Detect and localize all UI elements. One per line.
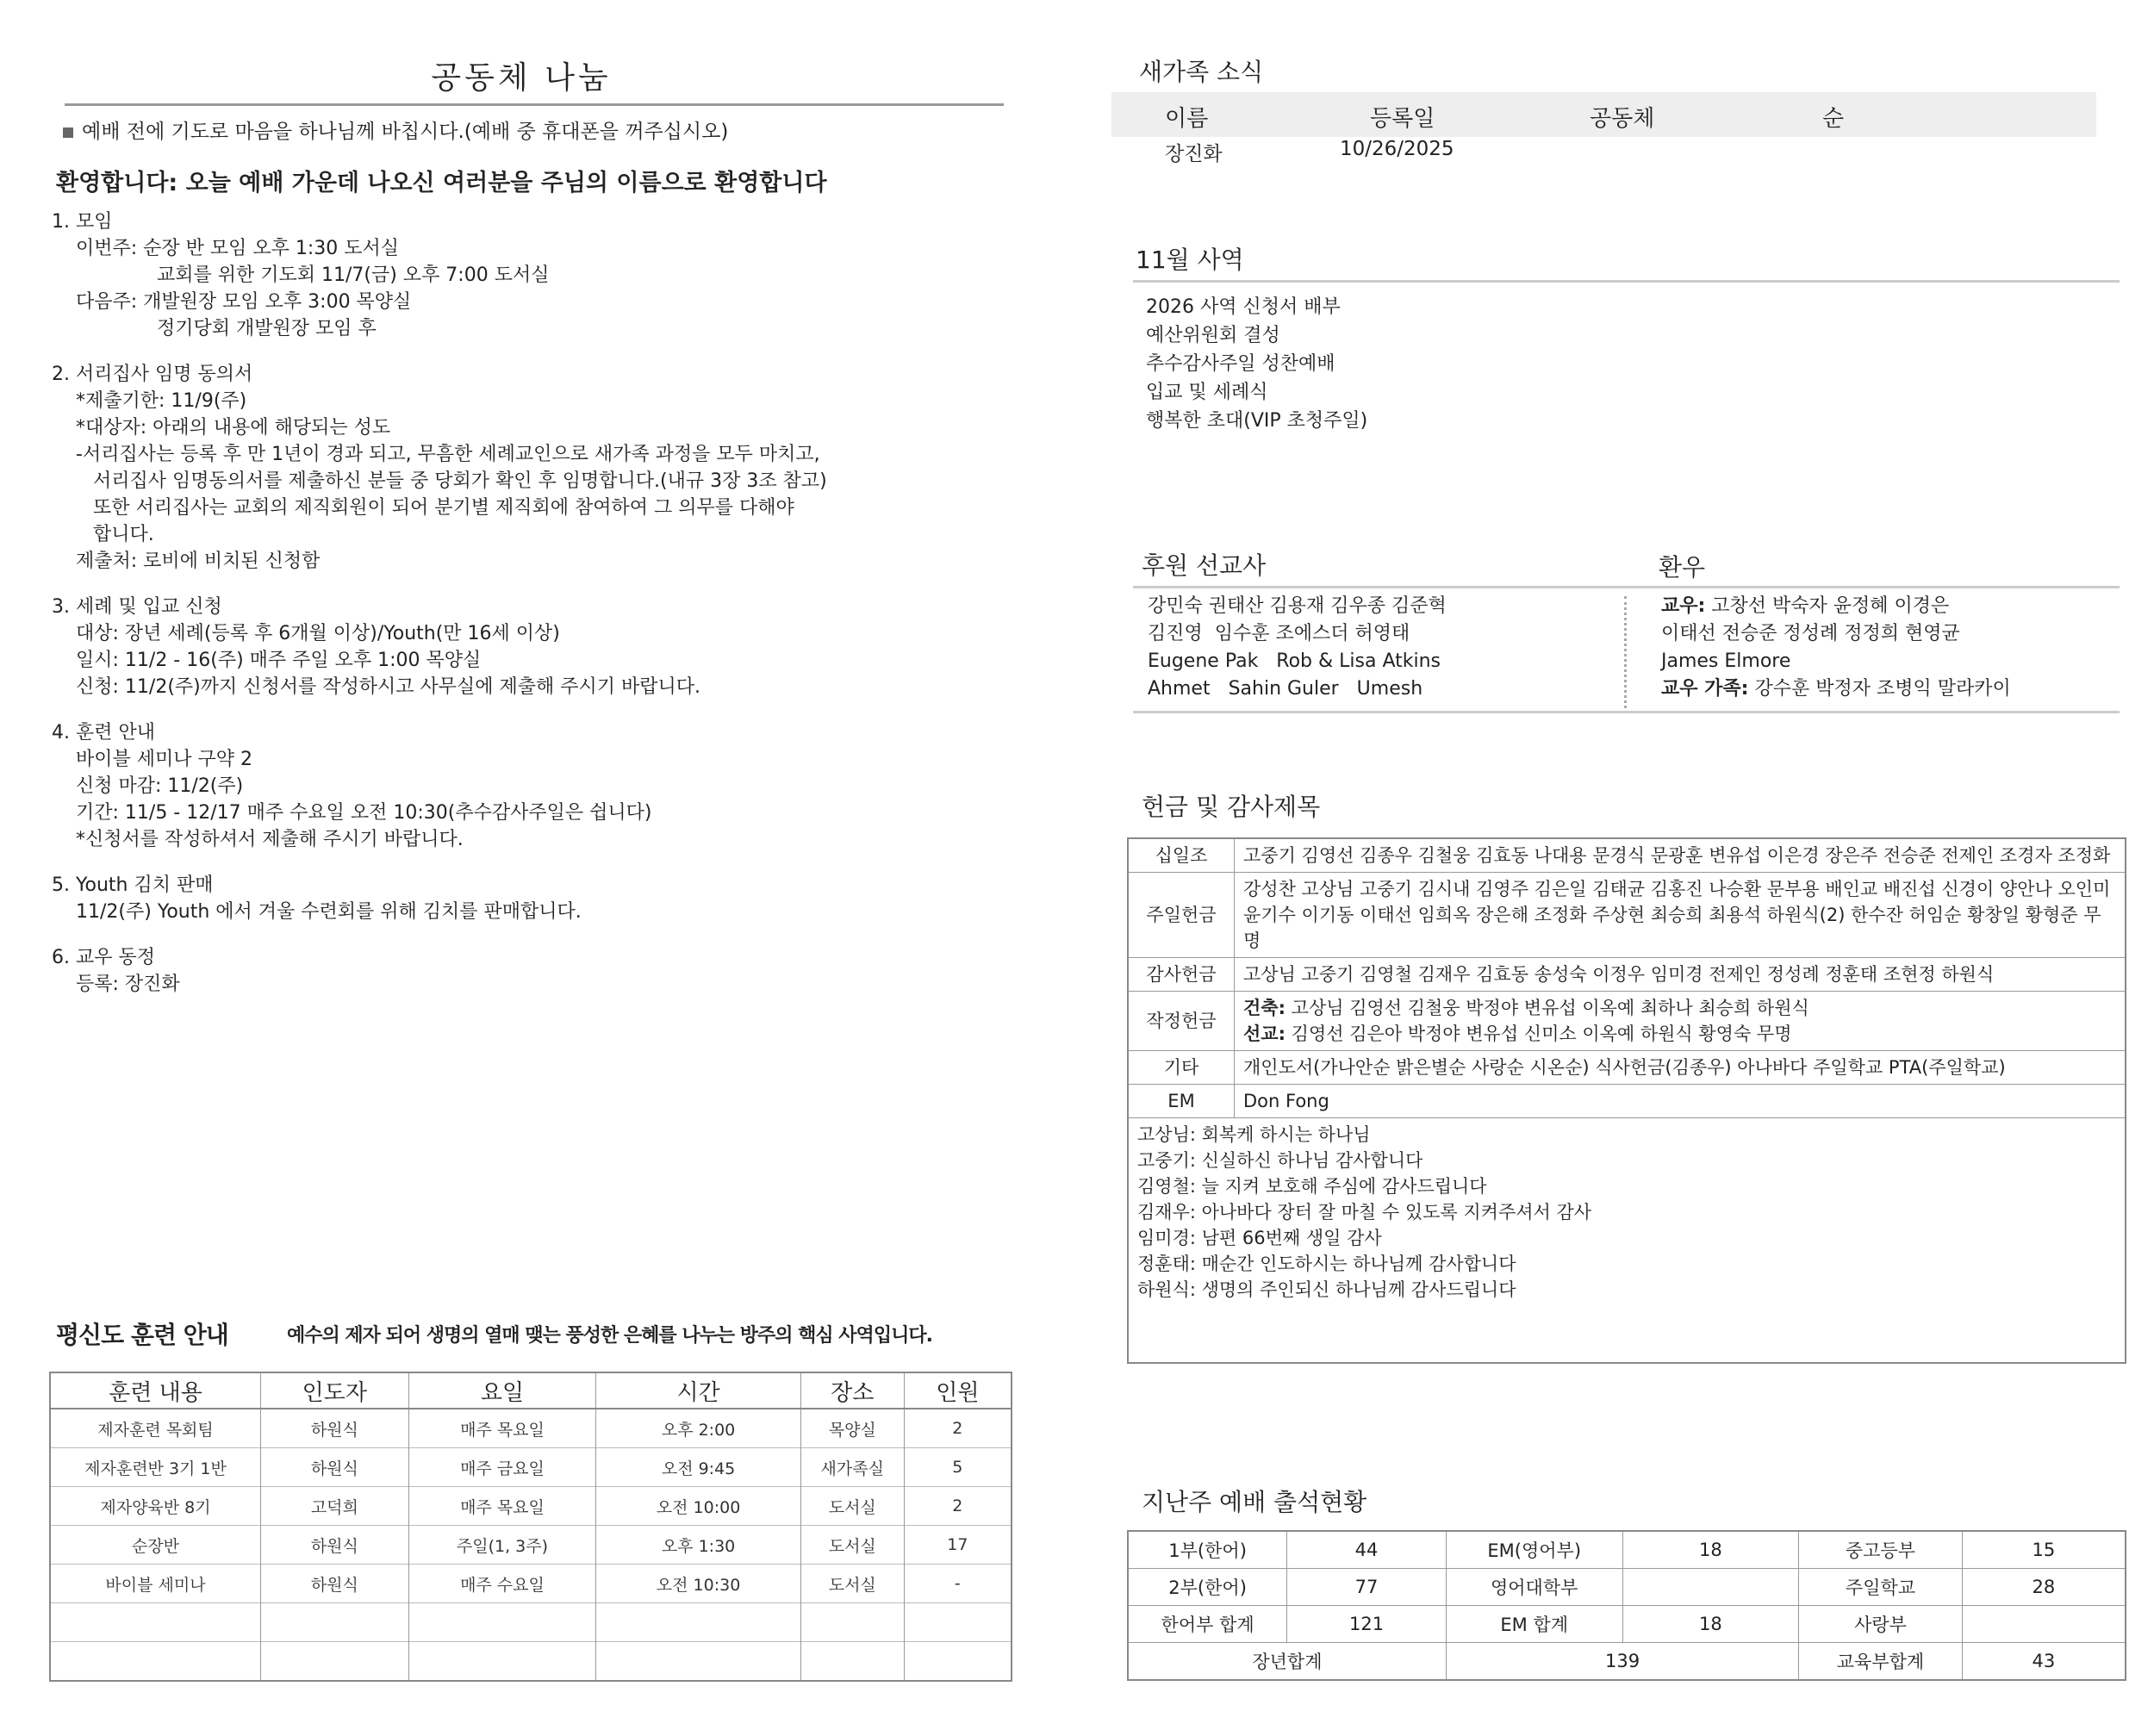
announcement-section xyxy=(52,719,999,853)
announcement-section xyxy=(52,872,999,925)
adult-total-label: 장년합계 xyxy=(1128,1643,1446,1681)
announcement-heading: 2. 서리집사 임명 동의서 xyxy=(52,364,253,385)
announcement-line: 교회를 위한 기도회 11/7(금) 오후 7:00 도서실 xyxy=(157,264,550,286)
training-cell xyxy=(800,1642,904,1682)
training-cell: 새가족실 xyxy=(800,1448,904,1487)
new-family-header-name: 이름 xyxy=(1165,106,1209,132)
attendance-cell: 1부(한어) xyxy=(1128,1531,1287,1569)
missionary-line: 강민숙 권태산 김용재 김우종 김준혁 xyxy=(1148,595,1447,617)
offering-names: 개인도서(가나안순 밝은별순 사랑순 시온순) 식사헌금(김종우) 아나바다 주일학교 PTA(주일학교) xyxy=(1235,1051,2126,1085)
prayer-text: 예배 전에 기도로 마음을 하나님께 바칩시다.(예배 중 휴대폰을 꺼주십시오) xyxy=(82,121,729,143)
list-item: 추수감사주일 성찬예배 xyxy=(1146,353,1335,375)
training-cell xyxy=(800,1603,904,1642)
announcement-line: 제출처: 로비에 비치된 신청함 xyxy=(76,551,321,572)
sick-line xyxy=(1661,675,2011,703)
thanks-line: 고중기: 신실하신 하나님 감사합니다 xyxy=(1137,1150,1423,1171)
training-cell xyxy=(596,1603,801,1642)
training-header-cell: 인도자 xyxy=(261,1372,409,1409)
training-cell: 하원식 xyxy=(261,1448,409,1487)
training-cell: 고덕희 xyxy=(261,1487,409,1526)
training-cell: 주일(1, 3주) xyxy=(408,1526,596,1565)
training-cell: 2 xyxy=(904,1487,1012,1526)
announcement-line: *신청서를 작성하셔서 제출해 주시기 바랍니다. xyxy=(76,829,464,850)
training-cell: 오전 9:45 xyxy=(596,1448,801,1487)
training-cell: 17 xyxy=(904,1526,1012,1565)
announcement-section xyxy=(52,944,999,998)
attendance-cell: 주일학교 xyxy=(1799,1569,1963,1606)
attendance-cell: EM(영어부) xyxy=(1446,1531,1622,1569)
thanks-line: 김재우: 아나바다 장터 잘 마칠 수 있도록 지켜주셔서 감사 xyxy=(1137,1202,1592,1223)
training-cell xyxy=(408,1603,596,1642)
announcements xyxy=(52,208,999,1017)
announcement-heading: 3. 세례 및 입교 신청 xyxy=(52,596,222,618)
training-subtitle: 예수의 제자 되어 생명의 열매 맺는 풍성한 은혜를 나누는 방주의 핵심 사역입니다. xyxy=(287,1325,932,1347)
offering-sub-names: 김영선 김은아 박정야 변유섭 신미소 이옥예 하원식 황영숙 무명 xyxy=(1285,1024,1792,1044)
training-table xyxy=(49,1372,1012,1682)
sick-names: James Elmore xyxy=(1661,650,1791,672)
sick-line xyxy=(1661,648,2011,675)
training-cell xyxy=(261,1603,409,1642)
offering-label: 십일조 xyxy=(1128,838,1235,873)
attendance-cell: 77 xyxy=(1287,1569,1447,1606)
training-cell: 매주 금요일 xyxy=(408,1448,596,1487)
column-divider xyxy=(1624,596,1627,708)
attendance-cell: EM 합계 xyxy=(1446,1606,1622,1643)
list-item: 행복한 초대(VIP 초청주일) xyxy=(1146,410,1368,432)
sick-label: 교우: xyxy=(1661,595,1706,617)
adult-total-value: 139 xyxy=(1446,1643,1798,1681)
sick-list xyxy=(1661,593,2011,703)
offering-label: 기타 xyxy=(1128,1051,1235,1085)
training-cell: 순장반 xyxy=(50,1526,261,1565)
attendance-cell: 15 xyxy=(1962,1531,2126,1569)
new-family-title: 새가족 소식 xyxy=(1139,58,1264,86)
table-row xyxy=(1128,1569,2126,1606)
training-cell: 오후 2:00 xyxy=(596,1409,801,1448)
sick-line xyxy=(1661,620,2011,648)
new-family-header-date: 등록일 xyxy=(1370,106,1435,132)
november-list xyxy=(1146,293,1367,435)
sick-label: 교우 가족: xyxy=(1661,678,1749,700)
attendance-cell: 44 xyxy=(1287,1531,1447,1569)
announcement-line: 신청: 11/2(주)까지 신청서를 작성하시고 사무실에 제출해 주시기 바랍니다. xyxy=(76,676,700,698)
sick-line xyxy=(1661,593,2011,620)
training-cell xyxy=(50,1642,261,1682)
announcement-line: -서리집사는 등록 후 만 1년이 경과 되고, 무흠한 세례교인으로 새가족 과정을 모두 마치고, xyxy=(76,444,820,465)
announcement-line: 바이블 세미나 구약 2 xyxy=(76,749,252,770)
table-row xyxy=(1128,1606,2126,1643)
table-row xyxy=(50,1448,1012,1487)
training-cell: 제자훈련 목회팀 xyxy=(50,1409,261,1448)
sick-names: 이태선 전승준 정성례 정정희 현영균 xyxy=(1661,623,1960,644)
attendance-cell: 한어부 합계 xyxy=(1128,1606,1287,1643)
offerings-title: 헌금 및 감사제목 xyxy=(1142,793,1321,821)
new-family-name: 장진화 xyxy=(1165,143,1223,165)
offering-label: EM xyxy=(1128,1085,1235,1118)
attendance-total-row xyxy=(1128,1643,2126,1681)
missionary-line: Ahmet Sahin Guler Umesh xyxy=(1148,678,1423,700)
table-row xyxy=(1128,992,2126,1051)
prayer-notice xyxy=(63,115,728,144)
training-cell: 오전 10:30 xyxy=(596,1565,801,1603)
training-cell: 매주 목요일 xyxy=(408,1409,596,1448)
table-row xyxy=(50,1603,1012,1642)
thanks-line: 고상님: 회복케 하시는 하나님 xyxy=(1137,1124,1371,1145)
training-header-cell: 요일 xyxy=(408,1372,596,1409)
announcement-section xyxy=(52,594,999,700)
training-cell: 5 xyxy=(904,1448,1012,1487)
training-cell xyxy=(596,1642,801,1682)
new-family-date: 10/26/2025 xyxy=(1340,138,1454,160)
training-cell: 목양실 xyxy=(800,1409,904,1448)
sick-names: 고창선 박숙자 윤정혜 이경은 xyxy=(1705,595,1950,617)
attendance-title: 지난주 예배 출석현황 xyxy=(1142,1488,1367,1516)
offering-names: Don Fong xyxy=(1235,1085,2126,1118)
missionary-line: Eugene Pak Rob & Lisa Atkins xyxy=(1148,650,1441,672)
missionaries-title: 후원 선교사 xyxy=(1142,551,1267,580)
training-header-cell: 시간 xyxy=(596,1372,801,1409)
announcement-line: 다음주: 개발원장 모임 오후 3:00 목양실 xyxy=(76,291,412,313)
training-header-cell: 인원 xyxy=(904,1372,1012,1409)
training-cell xyxy=(261,1642,409,1682)
training-cell: 제자훈련반 3기 1반 xyxy=(50,1448,261,1487)
attendance-cell: 2부(한어) xyxy=(1128,1569,1287,1606)
announcement-line: 합니다. xyxy=(93,524,154,545)
attendance-table xyxy=(1127,1530,2126,1681)
table-row xyxy=(1128,1051,2126,1085)
training-table-header xyxy=(50,1372,1012,1409)
training-cell xyxy=(408,1642,596,1682)
training-cell: 바이블 세미나 xyxy=(50,1565,261,1603)
attendance-cell: 18 xyxy=(1622,1606,1799,1643)
announcement-line: 등록: 장진화 xyxy=(76,974,180,995)
training-header-cell: 장소 xyxy=(800,1372,904,1409)
announcement-line: *대상자: 아래의 내용에 해당되는 성도 xyxy=(76,417,391,439)
list-item: 입교 및 세례식 xyxy=(1146,382,1268,403)
thanks-line: 김영철: 늘 지켜 보호해 주심에 감사드립니다 xyxy=(1137,1176,1487,1197)
new-family-header-community: 공동체 xyxy=(1590,106,1655,132)
sick-title: 환우 xyxy=(1659,553,1706,582)
announcement-line: 11/2(주) Youth 에서 겨울 수련회를 위해 김치를 판매합니다. xyxy=(76,901,582,923)
offering-names: 고상님 고중기 김영철 김재우 김효동 송성숙 이정우 임미경 전제인 정성례 정훈태 조현정 하원식 xyxy=(1235,958,2126,992)
missionaries-bottom-divider xyxy=(1133,711,2120,713)
announcement-line: 서리집사 임명동의서를 제출하신 분들 중 당회가 확인 후 임명합니다.(내규 3장 3조 참고) xyxy=(93,470,827,492)
training-cell: 도서실 xyxy=(800,1565,904,1603)
training-header-cell: 훈련 내용 xyxy=(50,1372,261,1409)
offering-label: 작정헌금 xyxy=(1128,992,1235,1051)
training-cell: 하원식 xyxy=(261,1565,409,1603)
attendance-cell: 121 xyxy=(1287,1606,1447,1643)
training-cell xyxy=(904,1642,1012,1682)
training-cell: - xyxy=(904,1565,1012,1603)
table-row xyxy=(50,1565,1012,1603)
announcement-heading: 4. 훈련 안내 xyxy=(52,722,155,744)
table-row xyxy=(50,1409,1012,1448)
training-cell: 오전 10:00 xyxy=(596,1487,801,1526)
offerings-table xyxy=(1127,837,2126,1364)
table-row xyxy=(50,1526,1012,1565)
missionaries-list xyxy=(1148,593,1447,703)
thanks-row xyxy=(1128,1118,2126,1364)
offering-sub-line xyxy=(1243,1021,2116,1047)
title-divider xyxy=(65,103,1004,106)
training-title: 평신도 훈련 안내 xyxy=(56,1321,228,1349)
training-cell: 오후 1:30 xyxy=(596,1526,801,1565)
training-cell: 도서실 xyxy=(800,1487,904,1526)
training-cell xyxy=(904,1603,1012,1642)
thanks-line: 정훈태: 매순간 인도하시는 하나님께 감사합니다 xyxy=(1137,1254,1516,1274)
announcement-line: *제출기한: 11/9(주) xyxy=(76,390,247,412)
offering-names xyxy=(1235,992,2126,1051)
table-row xyxy=(50,1487,1012,1526)
missionaries-top-divider xyxy=(1133,586,2120,588)
announcement-heading: 6. 교우 동정 xyxy=(52,947,155,968)
thanks-line: 하원식: 생명의 주인되신 하나님께 감사드립니다 xyxy=(1137,1279,1516,1300)
offering-sub-label: 건축: xyxy=(1243,998,1286,1018)
announcement-line: 일시: 11/2 - 16(주) 매주 주일 오후 1:00 목양실 xyxy=(76,650,482,671)
announcement-line: 대상: 장년 세례(등록 후 6개월 이상)/Youth(만 16세 이상) xyxy=(76,623,560,644)
table-row xyxy=(50,1642,1012,1682)
table-row xyxy=(1128,873,2126,958)
training-cell: 매주 목요일 xyxy=(408,1487,596,1526)
offering-label: 감사헌금 xyxy=(1128,958,1235,992)
right-page xyxy=(1111,0,2120,1736)
list-item: 2026 사역 신청서 배부 xyxy=(1146,296,1341,318)
offering-sub-label: 선교: xyxy=(1243,1024,1286,1044)
table-row xyxy=(1128,838,2126,873)
offering-names: 강성찬 고상님 고중기 김시내 김영주 김은일 김태균 김홍진 나승환 문부용 배인교 배진섭 신경이 양안나 오인미 윤기수 이기동 이태선 임희옥 장은해 조정화 주상현 최승희 최용석 하원식(2) 한수잔 허임순 황창일 황형준 무명 xyxy=(1235,873,2126,958)
table-row xyxy=(1128,958,2126,992)
november-divider xyxy=(1133,280,2120,283)
attendance-cell xyxy=(1962,1606,2126,1643)
page-title: 공동체 나눔 xyxy=(431,60,612,96)
square-bullet-icon xyxy=(63,128,73,138)
thanks-list xyxy=(1128,1118,2126,1364)
table-row xyxy=(1128,1085,2126,1118)
announcement-line: 기간: 11/5 - 12/17 매주 수요일 오전 10:30(추수감사주일은 쉽니다) xyxy=(76,802,652,824)
announcement-heading: 5. Youth 김치 판매 xyxy=(52,874,214,896)
table-row xyxy=(1128,1531,2126,1569)
list-item: 예산위원회 결성 xyxy=(1146,325,1280,346)
offering-sub-line xyxy=(1243,995,2116,1021)
sick-names: 강수훈 박정자 조병익 말라카이 xyxy=(1748,678,2011,700)
offering-label: 주일헌금 xyxy=(1128,873,1235,958)
training-cell xyxy=(50,1603,261,1642)
attendance-cell: 18 xyxy=(1622,1531,1799,1569)
edu-total-label: 교육부합계 xyxy=(1799,1643,1963,1681)
announcement-heading: 1. 모임 xyxy=(52,211,113,233)
announcement-line: 신청 마감: 11/2(주) xyxy=(76,775,244,797)
training-cell: 제자양육반 8기 xyxy=(50,1487,261,1526)
november-title: 11월 사역 xyxy=(1136,246,1244,274)
offering-sub-names: 고상님 김영선 김철웅 박정야 변유섭 이옥예 최하나 최승희 하원식 xyxy=(1285,998,1809,1018)
attendance-cell: 28 xyxy=(1962,1569,2126,1606)
announcement-line: 또한 서리집사는 교회의 제직회원이 되어 분기별 제직회에 참여하여 그 의무를 다해야 xyxy=(93,497,794,519)
training-cell: 2 xyxy=(904,1409,1012,1448)
attendance-cell: 중고등부 xyxy=(1799,1531,1963,1569)
training-cell: 하원식 xyxy=(261,1409,409,1448)
new-family-header-cell: 순 xyxy=(1822,106,1845,132)
edu-total-value: 43 xyxy=(1962,1643,2126,1681)
attendance-cell: 영어대학부 xyxy=(1446,1569,1622,1606)
offering-names: 고중기 김영선 김종우 김철웅 김효동 나대용 문경식 문광훈 변유섭 이은경 장은주 전승준 전제인 조경자 조정화 xyxy=(1235,838,2126,873)
welcome-message: 환영합니다: 오늘 예배 가운데 나오신 여러분을 주님의 이름으로 환영합니다 xyxy=(56,170,827,196)
training-cell: 매주 수요일 xyxy=(408,1565,596,1603)
missionary-line: 김진영 임수훈 조에스더 허영태 xyxy=(1148,623,1410,644)
announcement-section xyxy=(52,208,999,342)
announcement-line: 정기당회 개발원장 모임 후 xyxy=(157,318,377,339)
announcement-section xyxy=(52,361,999,575)
training-cell: 도서실 xyxy=(800,1526,904,1565)
thanks-line: 임미경: 남편 66번째 생일 감사 xyxy=(1137,1228,1382,1248)
attendance-cell: 사랑부 xyxy=(1799,1606,1963,1643)
attendance-cell xyxy=(1622,1569,1799,1606)
training-cell: 하원식 xyxy=(261,1526,409,1565)
announcement-line: 이번주: 순장 반 모임 오후 1:30 도서실 xyxy=(76,238,400,259)
left-page xyxy=(47,0,1012,1736)
